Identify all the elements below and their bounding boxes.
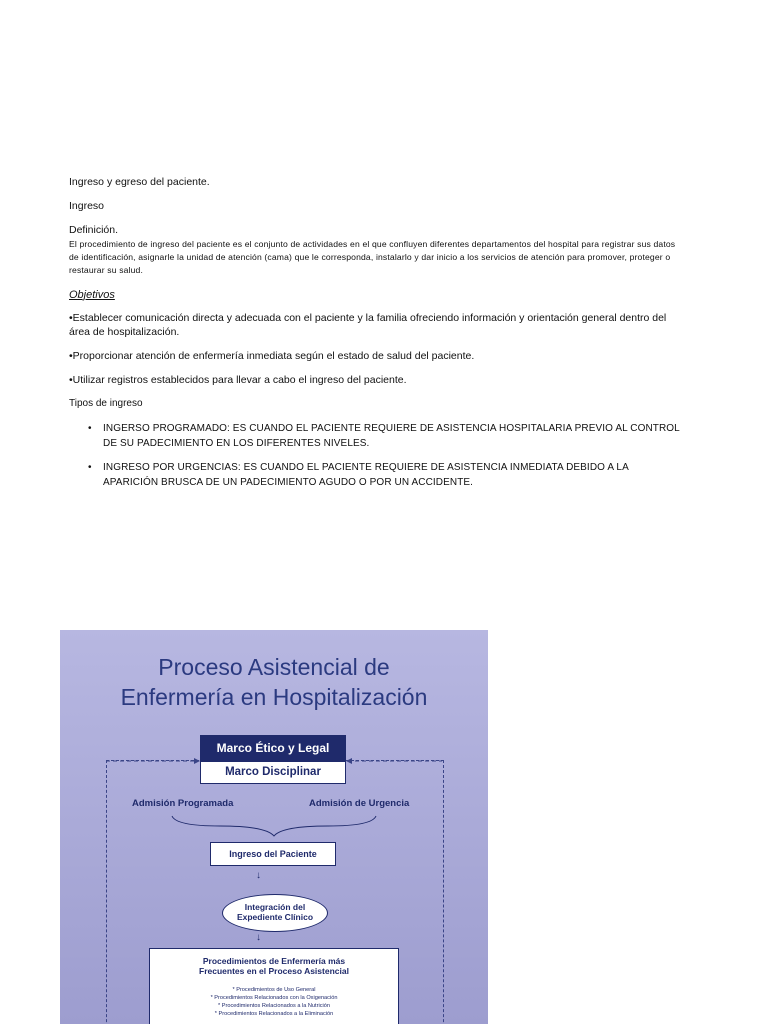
type-item-text: INGRESO POR URGENCIAS: ES CUANDO EL PACIENTE REQUIERE DE ASISTENCIA INMEDIATA DEBIDO A LA APARICIÓN BRUSCA DE UN PADECIMIENTO AGUDO O POR UN ACCIDENTE. [103, 461, 629, 488]
arrow-down-icon: ↓ [256, 932, 261, 943]
marco-etico-box: Marco Ético y Legal [200, 735, 346, 761]
objectives-heading: Objetivos [69, 288, 115, 301]
process-figure [60, 630, 488, 1024]
ellipse-line: Expediente Clínico [236, 912, 314, 922]
types-heading: Tipos de ingreso [69, 398, 143, 410]
types-list [69, 421, 681, 490]
procedimientos-line: Procedimientos de Enfermería más [202, 955, 346, 966]
objective-item: •Proporcionar atención de enfermería inmediata según el estado de salud del paciente. [69, 349, 475, 362]
procedimientos-list [149, 983, 399, 1024]
bullet-icon: • [88, 461, 92, 473]
marco-disciplinar-box: Marco Disciplinar [200, 761, 346, 784]
definition-label: Definición. [69, 223, 119, 236]
objective-item: •Utilizar registros establecidos para llevar a cabo el ingreso del paciente. [69, 373, 407, 386]
bullet-icon: • [88, 422, 92, 434]
figure-title-line: Enfermería en Hospitalización [120, 684, 428, 710]
document-body [69, 176, 681, 499]
arrow-left-icon [346, 758, 352, 764]
list-item: * Procedimientos Relacionados a la Nutrición [218, 1003, 330, 1010]
section-heading: Ingreso [69, 199, 105, 212]
admision-urgencia-label: Admisión de Urgencia [309, 798, 410, 809]
procedimientos-line: Frecuentes en el Proceso Asistencial [199, 966, 349, 976]
list-item [88, 421, 681, 451]
definition-text: El procedimiento de ingreso del paciente es el conjunto de actividades en el que confluyen diferentes departamentos del hospital para registrar sus datos de identificación, asignarle la unidad de atención (cama) que le corresponda, instalarlo y dar inicio a los servicios de atención para promover, proteger o restaurar su salud. [69, 238, 676, 276]
brace-icon [172, 816, 376, 836]
admision-programada-label: Admisión Programada [132, 798, 234, 809]
objective-item: •Establecer comunicación directa y adecuada con el paciente y la familia ofreciendo información y orientación general dentro del área de hospitalización. [69, 312, 667, 338]
list-item: * Procedimientos Relacionados con la Oxigenación [210, 995, 338, 1002]
list-item: * Procedimientos de Uso General [232, 987, 316, 993]
ingreso-paciente-box: Ingreso del Paciente [210, 842, 336, 866]
type-item-text: INGERSO PROGRAMADO: ES CUANDO EL PACIENTE REQUIERE DE ASISTENCIA HOSPITALARIA PREVIO AL CONTROL DE SU PADECIMIENTO EN LOS DIFERENTES NIVELES. [103, 422, 680, 449]
ellipse-line: Integración del [244, 902, 306, 913]
procedimientos-box [149, 948, 399, 984]
figure-title-line: Proceso Asistencial de [158, 654, 390, 680]
integracion-ellipse [222, 894, 328, 932]
list-item: * Procedimientos Relacionados a la Eliminación [214, 1011, 334, 1018]
arrow-down-icon: ↓ [256, 870, 261, 881]
document-title: Ingreso y egreso del paciente. [69, 176, 210, 188]
list-item [88, 460, 681, 490]
